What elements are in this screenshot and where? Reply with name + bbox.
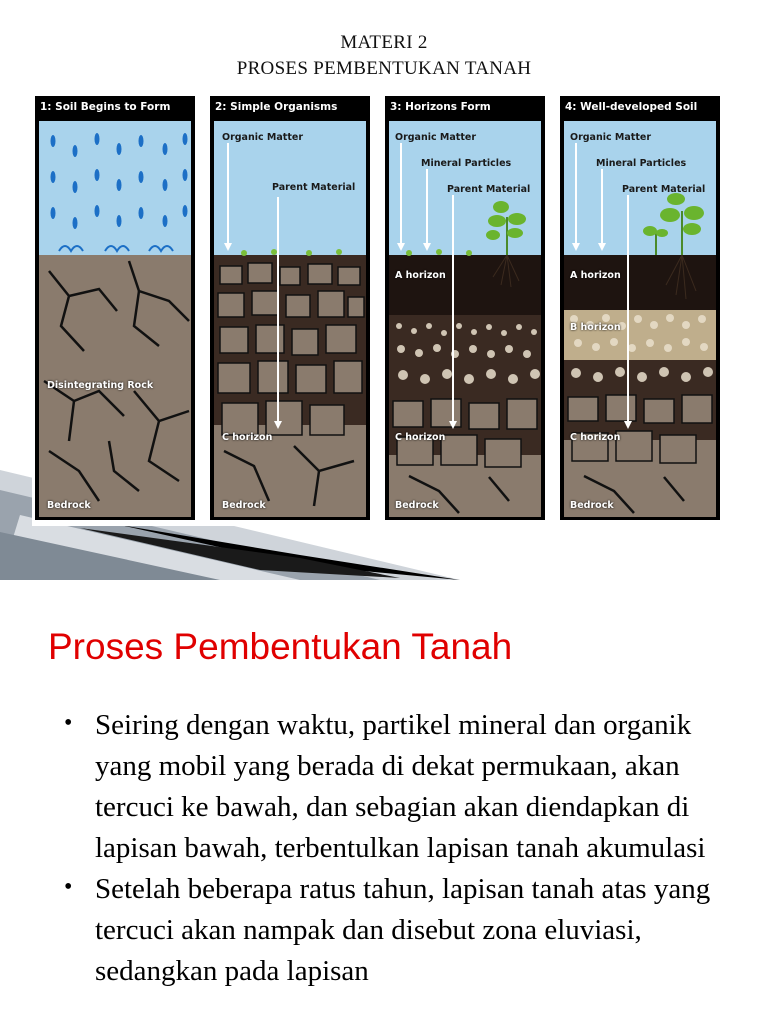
bullet-list xyxy=(60,705,750,992)
label-a-horizon: A horizon xyxy=(570,270,621,281)
horizons-form-illustration xyxy=(389,121,541,517)
label-organic-matter: Organic Matter xyxy=(395,132,477,143)
panel-1 xyxy=(35,96,195,520)
panel-title: 2: Simple Organisms xyxy=(215,101,338,113)
label-bedrock: Bedrock xyxy=(222,500,266,511)
label-bedrock: Bedrock xyxy=(395,500,439,511)
bullet-item: • Seiring dengan waktu, partikel mineral dan organik yang mobil yang berada di dekat permukaan, akan tercuci ke bawah, dan sebagian akan diendapkan di lapisan bawah, terbentulkan lapisan tanah akumulasi xyxy=(60,705,750,869)
label-parent-material: Parent Material xyxy=(272,182,356,193)
label-parent-material: Parent Material xyxy=(447,184,531,195)
label-a-horizon: A horizon xyxy=(395,270,446,281)
label-bedrock: Bedrock xyxy=(570,500,614,511)
panel-title: 1: Soil Begins to Form xyxy=(40,101,171,113)
label-disintegrating-rock: Disintegrating Rock xyxy=(47,380,154,391)
label-parent-material: Parent Material xyxy=(622,184,706,195)
panel-4 xyxy=(560,96,720,520)
label-organic-matter: Organic Matter xyxy=(222,132,304,143)
soil-formation-figure xyxy=(32,94,732,526)
simple-organisms-illustration xyxy=(214,121,366,517)
label-bedrock: Bedrock xyxy=(47,500,91,511)
soil-begins-illustration xyxy=(39,121,191,517)
bullet-item: • Setelah beberapa ratus tahun, lapisan tanah atas yang tercuci akan nampak dan disebut zona eluviasi, sedangkan pada lapisan xyxy=(60,869,750,992)
label-mineral-particles: Mineral Particles xyxy=(596,158,687,169)
label-c-horizon: C horizon xyxy=(222,432,273,443)
well-developed-soil-illustration xyxy=(564,121,716,517)
panel-3 xyxy=(385,96,545,520)
header-line-1: MATERI 2 xyxy=(340,32,428,53)
label-c-horizon: C horizon xyxy=(570,432,621,443)
slide-header xyxy=(0,30,768,82)
label-b-horizon: B horizon xyxy=(570,322,621,333)
label-organic-matter: Organic Matter xyxy=(570,132,652,143)
panel-title: 3: Horizons Form xyxy=(390,101,491,113)
panel-2 xyxy=(210,96,370,520)
label-c-horizon: C horizon xyxy=(395,432,446,443)
section-title: Proses Pembentukan Tanah xyxy=(48,626,513,667)
label-mineral-particles: Mineral Particles xyxy=(421,158,512,169)
panel-title: 4: Well-developed Soil xyxy=(565,101,698,113)
header-line-2: PROSES PEMBENTUKAN TANAH xyxy=(236,58,532,79)
